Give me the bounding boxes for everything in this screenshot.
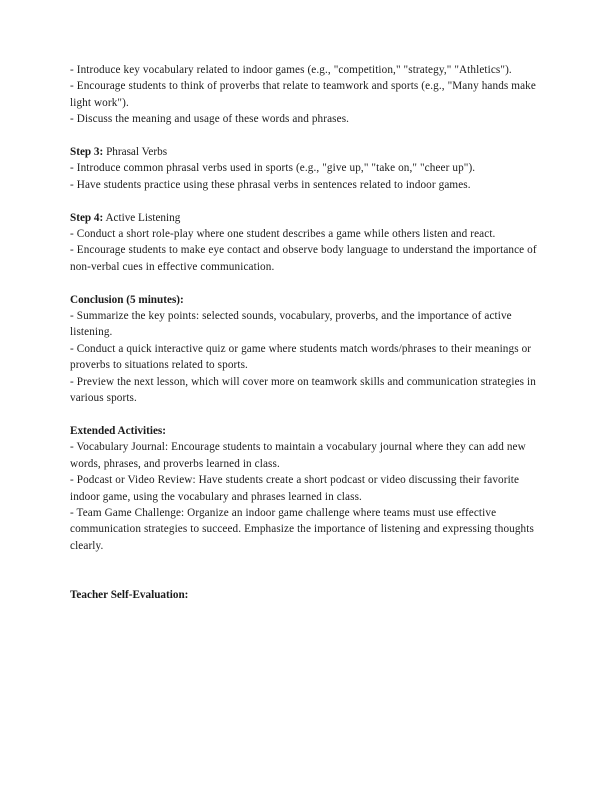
spacer bbox=[70, 128, 548, 144]
heading-step-4 bbox=[70, 210, 548, 226]
spacer bbox=[70, 193, 548, 209]
bullet-podcast-video-review: - Podcast or Video Review: Have students create a short podcast or video discussing their favorite indoor game, using the vocabulary and phrases learned in class. bbox=[70, 474, 520, 503]
bullet-preview-next-lesson: - Preview the next lesson, which will cover more on teamwork skills and communication strategies in various sports. bbox=[70, 375, 536, 405]
bullet-proverbs-teamwork: - Encourage students to think of proverbs that relate to teamwork and sports (e.g., "Many hands make light work"). bbox=[70, 80, 536, 109]
document-body bbox=[70, 62, 548, 604]
spacer bbox=[70, 554, 548, 587]
bullet-summarize-key-points: - Summarize the key points: selected sounds, vocabulary, proverbs, and the importance of active listening. bbox=[70, 310, 512, 339]
bullet-intro-vocabulary: - Introduce key vocabulary related to indoor games (e.g., "competition," "strategy," "Athletics"). bbox=[70, 64, 512, 76]
heading-step-3-label: Step 3: bbox=[70, 146, 104, 159]
bullet-phrasal-verbs-intro: - Introduce common phrasal verbs used in sports (e.g., "give up," "take on," "cheer up"). bbox=[70, 162, 476, 175]
bullet-vocabulary-journal: - Vocabulary Journal: Encourage students to maintain a vocabulary journal where they can add new words, phrases, and proverbs learned in class. bbox=[70, 441, 526, 470]
spacer bbox=[70, 406, 548, 422]
bullet-interactive-quiz: - Conduct a quick interactive quiz or game where students match words/phrases to their meanings or proverbs to situations related to sports. bbox=[70, 342, 532, 372]
spacer bbox=[70, 275, 548, 291]
bullet-discuss-meaning: - Discuss the meaning and usage of these words and phrases. bbox=[70, 113, 350, 126]
heading-extended-activities: Extended Activities: bbox=[70, 424, 167, 437]
bullet-role-play: - Conduct a short role-play where one student describes a game while others listen and react. bbox=[70, 228, 496, 241]
heading-teacher-self-evaluation: Teacher Self-Evaluation: bbox=[70, 589, 189, 602]
bullet-eye-contact: - Encourage students to make eye contact and observe body language to understand the importance of non-verbal cues in effective communication. bbox=[70, 244, 537, 273]
heading-step-3-title: Phrasal Verbs bbox=[103, 146, 168, 159]
heading-step-4-label: Step 4: bbox=[70, 211, 104, 224]
heading-conclusion: Conclusion (5 minutes): bbox=[70, 293, 184, 306]
heading-step-4-title: Active Listening bbox=[103, 211, 181, 224]
bullet-phrasal-verbs-practice: - Have students practice using these phrasal verbs in sentences related to indoor games. bbox=[70, 178, 471, 191]
heading-step-3 bbox=[70, 144, 548, 160]
bullet-team-game-challenge: - Team Game Challenge: Organize an indoor game challenge where teams must use effective communication strategies to succeed. Emphasize the importance of listening and expressing thoughts clearly. bbox=[70, 506, 534, 552]
